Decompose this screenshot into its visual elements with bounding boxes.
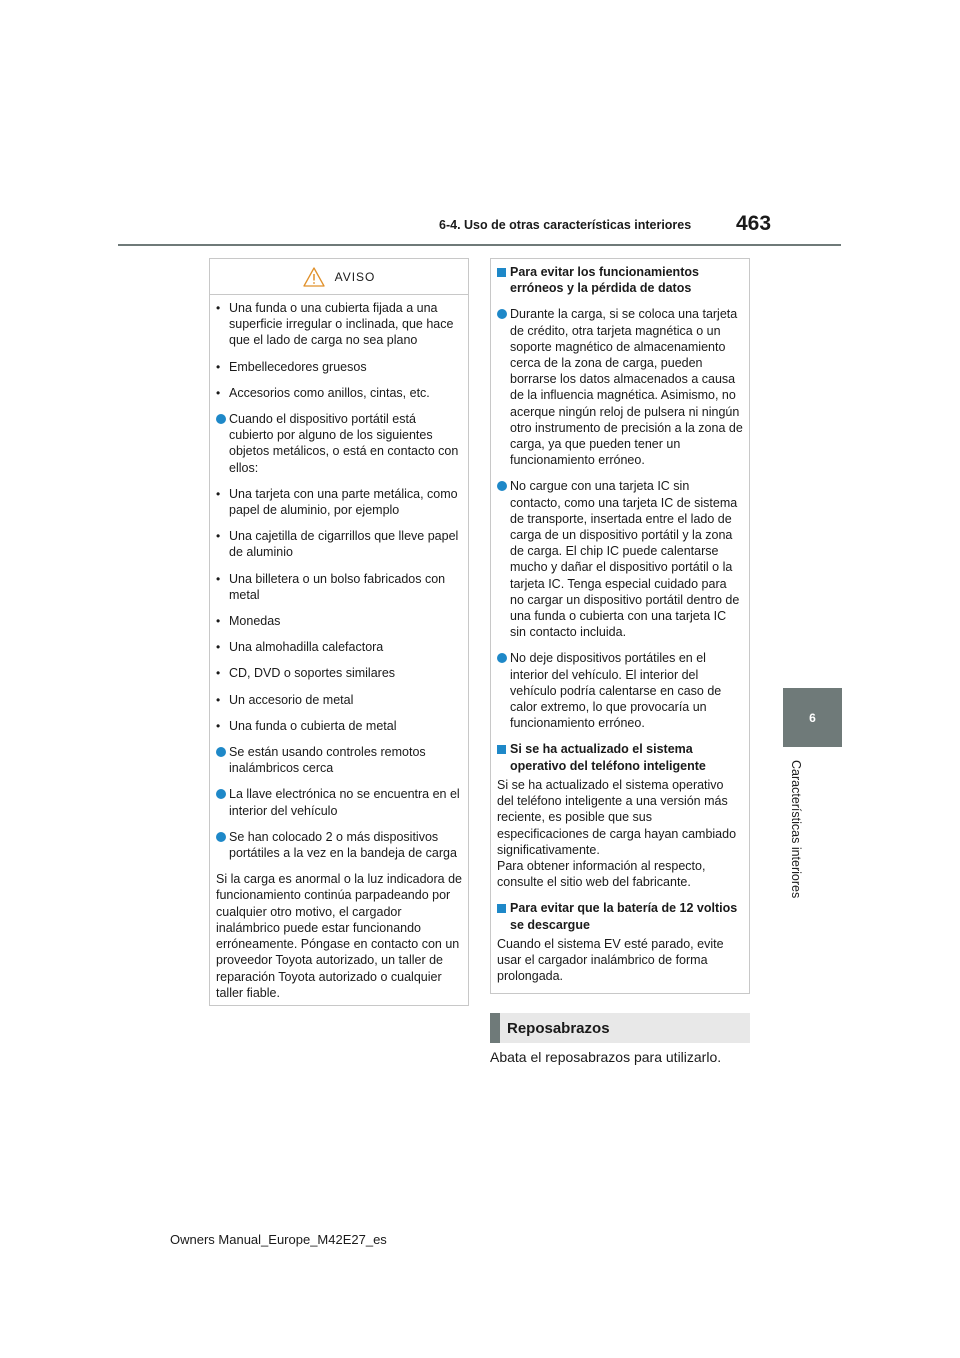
dash-marker: • [216, 359, 221, 374]
warning-label: AVISO [334, 269, 376, 284]
bullet-dot-icon [497, 481, 507, 491]
dash-marker: • [216, 666, 221, 681]
info-content [491, 259, 749, 984]
subheading: Si se ha actualizado el sistema operativo del teléfono inteligente [497, 741, 743, 773]
section-title-text: Reposabrazos [507, 1019, 610, 1037]
list-item: Se han colocado 2 o más dispositivos portátiles a la vez en la bandeja de carga [216, 829, 462, 861]
list-item: Durante la carga, si se coloca una tarjeta de crédito, otra tarjeta magnética o un soporte magnético de almacenamiento cerca de la zona de carga, pueden borrarse los datos almacenados a causa de la influencia magnética. Asimismo, no acerque ningún reloj de pulsera ni ningún otro instrumento de precisión a la zona de carga, ya que pueden tener un funcionamiento erróneo. [497, 306, 743, 468]
info-box [490, 258, 750, 994]
paragraph: Para obtener información al respecto, consulte el sitio web del fabricante. [497, 858, 706, 890]
section-accent-bar [490, 1013, 500, 1043]
bullet-dot-icon [497, 653, 507, 663]
section-heading [490, 1013, 750, 1043]
list-item: La llave electrónica no se encuentra en el interior del vehículo [216, 786, 462, 818]
warning-content [210, 295, 468, 1001]
square-bullet-icon [497, 745, 506, 754]
list-item: • Monedas [216, 614, 281, 629]
list-item: • Una billetera o un bolso fabricados con metal [216, 571, 446, 602]
dash-marker: • [216, 718, 221, 733]
footer-text: Owners Manual_Europe_M42E27_es [170, 1232, 387, 1247]
dash-marker: • [216, 301, 221, 315]
list-item: • CD, DVD o soportes similares [216, 666, 396, 681]
list-item: • Un accesorio de metal [216, 692, 354, 707]
page-number: 463 [736, 212, 772, 235]
dash-marker: • [216, 486, 221, 501]
bullet-dot-icon [216, 832, 226, 842]
warning-header [210, 259, 468, 295]
warning-triangle-icon [303, 267, 325, 287]
dash-marker: • [216, 640, 221, 655]
bullet-dot-icon [216, 789, 226, 799]
list-item: Cuando el dispositivo portátil está cubierto por alguno de los siguientes objetos metálicos, o está en contacto con ellos: [216, 411, 462, 476]
chapter-number: 6 [809, 710, 816, 725]
subheading: Para evitar que la batería de 12 voltios se descargue [497, 900, 743, 932]
paragraph: Cuando el sistema EV esté parado, evite usar el cargador inalámbrico de forma prolongada. [497, 936, 724, 984]
chapter-label: Características interiores [789, 760, 803, 899]
subheading: Para evitar los funcionamientos erróneos y la pérdida de datos [497, 264, 743, 296]
dash-marker: • [216, 385, 221, 400]
dash-marker: • [216, 571, 221, 586]
square-bullet-icon [497, 904, 506, 913]
bullet-dot-icon [216, 414, 226, 424]
paragraph: Si se ha actualizado el sistema operativo del teléfono inteligente a una versión más reciente, es posible que sus especificaciones de carga hayan cambiado significativamente. [497, 777, 737, 857]
closing-paragraph: Si la carga es anormal o la luz indicadora de funcionamiento continúa parpadeando por cualquier otro motivo, el cargador inalámbrico puede estar funcionando erróneamente. Póngase en contacto con un proveedor Toyota autorizado, un taller de reparación Toyota autorizado o cualquier taller fiable. [216, 872, 462, 1000]
list-item: • Accesorios como anillos, cintas, etc. [216, 385, 430, 400]
bullet-dot-icon [497, 309, 507, 319]
list-item: • Una almohadilla calefactora [216, 640, 384, 655]
section-body: Abata el reposabrazos para utilizarlo. [490, 1049, 722, 1065]
list-item: • Una tarjeta con una parte metálica, como papel de aluminio, por ejemplo [216, 486, 458, 518]
dash-marker: • [216, 529, 221, 544]
list-item: • Una funda o cubierta de metal [216, 718, 397, 733]
header-rule [118, 244, 841, 246]
dash-marker: • [216, 692, 221, 707]
warning-box [209, 258, 469, 1006]
bullet-dot-icon [216, 747, 226, 757]
list-item: No deje dispositivos portátiles en el interior del vehículo. El interior del vehículo podría calentarse en caso de calor extremo, lo que provocaría un funcionamiento erróneo. [497, 650, 743, 731]
square-bullet-icon [497, 268, 506, 277]
list-item: • Embellecedores gruesos [216, 359, 367, 374]
section-title: 6-4. Uso de otras características interiores [439, 218, 692, 232]
list-item: No cargue con una tarjeta IC sin contacto, como una tarjeta IC de sistema de transporte, insertada entre el lado de carga de un dispositivo portátil y la zona de carga. El chip IC puede calentarse mucho y dañar el dispositivo portátil o la tarjeta IC. Tenga especial cuidado para no cargar un dispositivo portátil dentro de una funda o cubierta con una tarjeta IC sin contacto incluida. [497, 478, 743, 640]
list-item: Se están usando controles remotos inalámbricos cerca [216, 744, 462, 776]
list-item: • Una cajetilla de cigarrillos que lleve papel de aluminio [216, 529, 459, 560]
chapter-tab [783, 688, 842, 747]
list-item: • Una funda o una cubierta fijada a una superficie irregular o inclinada, que hace que el lado de carga no sea plano [216, 301, 454, 348]
dash-marker: • [216, 614, 221, 629]
